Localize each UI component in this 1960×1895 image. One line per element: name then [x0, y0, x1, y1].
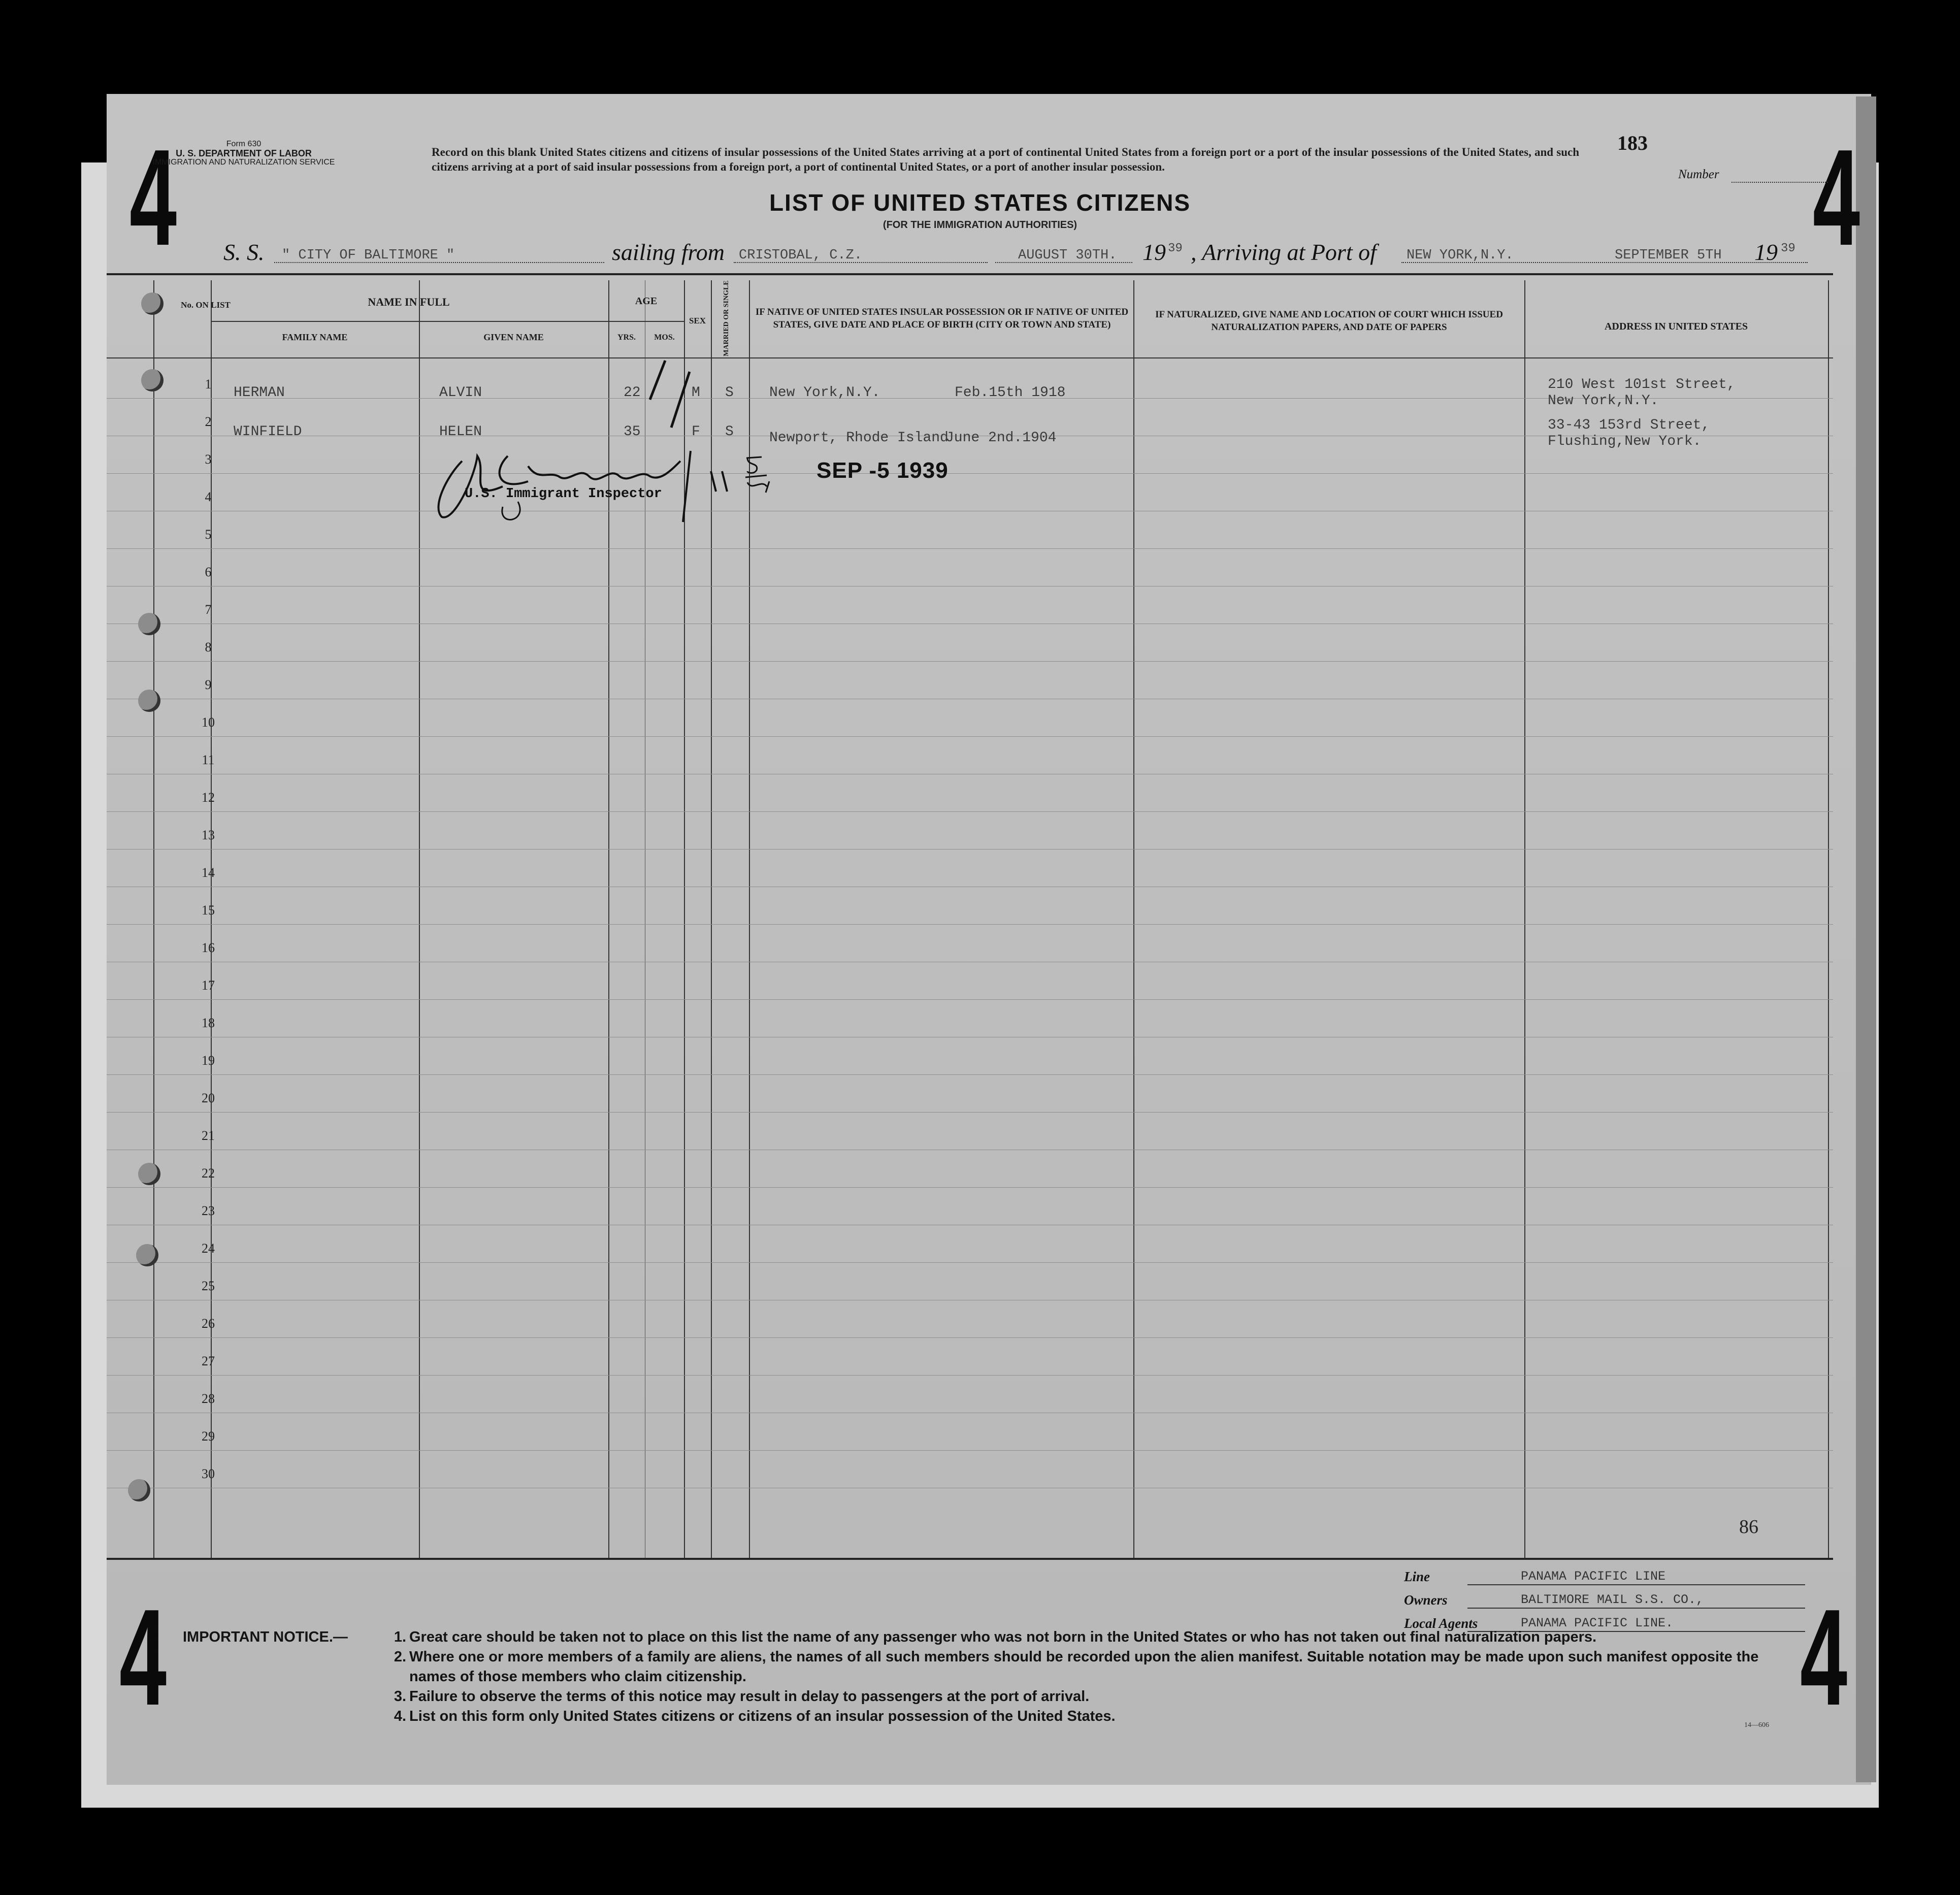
row-rule	[107, 661, 1833, 662]
header-given-name: GIVEN NAME	[483, 332, 544, 342]
punch-hole	[136, 1244, 158, 1266]
header-rule	[211, 321, 608, 322]
row-number: 26	[202, 1316, 215, 1331]
sheet-number: 183	[1617, 132, 1648, 154]
row-number: 25	[202, 1279, 215, 1293]
arrival-year: 39	[1781, 242, 1795, 255]
row-number: 28	[202, 1391, 215, 1406]
sailing-label: sailing from	[612, 239, 725, 265]
row-number: 16	[202, 940, 215, 955]
sheet-edge	[1856, 96, 1876, 1782]
agents-label: Local Agents	[1404, 1616, 1478, 1631]
sex-cell: F	[692, 424, 700, 440]
row-number: 18	[202, 1016, 215, 1030]
row-rule	[107, 1187, 1833, 1188]
row-number: 14	[202, 865, 215, 880]
agents-value: PANAMA PACIFIC LINE.	[1521, 1616, 1674, 1630]
inspector-caption: U.S. Immigrant Inspector	[465, 486, 662, 502]
row-number: 12	[202, 790, 215, 805]
row-number: 27	[202, 1354, 215, 1368]
form-service: IMMIGRATION AND NATURALIZATION SERVICE	[152, 158, 335, 167]
header-top-rule	[107, 273, 1833, 275]
owners-label: Owners	[1404, 1592, 1448, 1608]
row-rule	[107, 1450, 1833, 1451]
address-line1-cell: 210 West 101st Street,	[1548, 377, 1736, 393]
birth-place-cell: New York,N.Y.	[769, 385, 880, 401]
header-yrs: YRS.	[617, 333, 636, 342]
line-label: Line	[1404, 1569, 1430, 1584]
header-name-in-full: NAME IN FULL	[368, 296, 450, 308]
header-naturalized: IF NATURALIZED, GIVE NAME AND LOCATION OF COURT WHICH ISSUED NATURALIZATION PAPERS, AND DATE OF PAPERS	[1155, 309, 1503, 333]
line-value: PANAMA PACIFIC LINE	[1521, 1569, 1666, 1584]
punch-hole	[138, 613, 160, 635]
address-line2-cell: New York,N.Y.	[1548, 393, 1659, 409]
notice-item	[386, 1687, 1808, 1707]
address-line1-cell: 33-43 153rd Street,	[1548, 417, 1710, 433]
col-rule	[1828, 280, 1829, 1560]
footer-top-rule	[107, 1558, 1833, 1560]
corner-mark-top-right: 4	[1813, 121, 1860, 274]
corner-mark-bottom-right: 4	[1800, 1581, 1848, 1734]
notice-heading: IMPORTANT NOTICE.—	[183, 1629, 348, 1645]
age-yrs-cell: 35	[624, 424, 641, 440]
owners-rule	[1467, 1608, 1805, 1609]
arrival-port: NEW YORK,N.Y.	[1407, 248, 1514, 263]
notice-item-number: 4.	[394, 1708, 406, 1724]
header-no-on-list: No. ON LIST	[181, 300, 231, 310]
row-number: 2	[205, 414, 212, 429]
marital-cell: S	[725, 424, 734, 440]
inspector-initials	[706, 451, 818, 497]
notice-item	[386, 1647, 1808, 1687]
page-number: 86	[1739, 1516, 1758, 1538]
row-number: 8	[205, 640, 212, 655]
row-number: 21	[202, 1128, 215, 1143]
notice-item-number: 3.	[394, 1688, 406, 1705]
punch-hole	[141, 369, 164, 391]
row-number: 24	[202, 1241, 215, 1256]
row-number: 20	[202, 1091, 215, 1105]
header-birth: IF NATIVE OF UNITED STATES INSULAR POSSESSION OR IF NATIVE OF UNITED STATES, GIVE DATE AND PLACE OF BIRTH (CITY OR TOWN AND STATE)	[755, 307, 1129, 330]
departure-date: AUGUST 30TH.	[1018, 248, 1117, 263]
col-rule	[153, 280, 154, 1560]
row-number: 19	[202, 1053, 215, 1068]
header-age: AGE	[635, 296, 658, 307]
birth-date-cell: June 2nd.1904	[945, 430, 1057, 446]
address-line2-cell: Flushing,New York.	[1548, 434, 1702, 449]
page-title: LIST OF UNITED STATES CITIZENS	[769, 189, 1191, 216]
row-rule	[107, 1337, 1833, 1338]
notice-item-text: List on this form only United States citizens or citizens of an insular possession of the United States.	[409, 1708, 1116, 1724]
sailing-from: CRISTOBAL, C.Z.	[739, 248, 863, 263]
arrival-date-stamp: SEP -5 1939	[816, 458, 949, 483]
year-prefix: 19	[1142, 239, 1166, 265]
col-rule	[419, 280, 420, 1560]
header-rule	[608, 321, 684, 322]
row-rule	[107, 1112, 1833, 1113]
row-rule	[107, 736, 1833, 737]
col-rule	[1133, 280, 1134, 1560]
row-number: 5	[205, 527, 212, 542]
header-mos: MOS.	[654, 333, 675, 342]
line-field	[1404, 1569, 1666, 1585]
col-rule	[1524, 280, 1525, 1560]
punch-hole	[128, 1479, 150, 1501]
row-number: 13	[202, 828, 215, 842]
header-bottom-rule	[107, 357, 1833, 358]
punch-hole	[141, 292, 164, 315]
row-rule	[107, 999, 1833, 1000]
row-number: 1	[205, 377, 212, 391]
row-rule	[107, 473, 1833, 474]
row-number: 6	[205, 565, 212, 579]
row-number: 4	[205, 489, 212, 504]
marital-cell: S	[725, 385, 734, 401]
row-number: 22	[202, 1166, 215, 1181]
row-number: 11	[202, 753, 215, 767]
row-rule	[107, 849, 1833, 850]
arriving-label: , Arriving at Port of	[1191, 239, 1377, 265]
family-name-cell: WINFIELD	[234, 424, 302, 440]
header-sex: SEX	[689, 316, 706, 325]
row-rule	[107, 924, 1833, 925]
row-number: 23	[202, 1203, 215, 1218]
notice-item-text: Where one or more members of a family are aliens, the names of all such members should be recorded upon the alien manifest. Suitable notation may be made upon such manifest opposite the names of those members who claim citizenship.	[409, 1649, 1759, 1685]
ship-name: " CITY OF BALTIMORE "	[282, 248, 455, 263]
arrival-date: SEPTEMBER 5TH	[1615, 248, 1722, 263]
form-identifier	[152, 140, 335, 167]
punch-hole	[138, 1163, 160, 1185]
given-name-cell: ALVIN	[439, 385, 482, 401]
row-number: 7	[205, 602, 212, 617]
ss-label: S. S.	[223, 239, 265, 265]
sex-cell: M	[692, 385, 700, 401]
row-number: 17	[202, 978, 215, 993]
given-name-cell: HELEN	[439, 424, 482, 440]
form-code: 14—606	[1744, 1721, 1769, 1729]
row-rule	[107, 811, 1833, 812]
row-number: 29	[202, 1429, 215, 1444]
number-blank	[1732, 182, 1828, 183]
corner-mark-top-left: 4	[129, 121, 177, 274]
line-rule	[1467, 1584, 1805, 1585]
row-number: 15	[202, 903, 215, 918]
notice-items	[386, 1627, 1808, 1726]
arrival-year-prefix: 19	[1754, 239, 1778, 265]
notice-item-number: 2.	[394, 1649, 406, 1665]
form-number: Form 630	[226, 140, 262, 148]
header-address: ADDRESS IN UNITED STATES	[1604, 321, 1748, 332]
notice-item-text: Great care should be taken not to place on this list the name of any passenger who was not born in the United States or who has not taken out final naturalization papers.	[409, 1629, 1597, 1645]
form-department: U. S. DEPARTMENT OF LABOR	[176, 148, 312, 158]
row-rule	[107, 1262, 1833, 1263]
intro-text: Record on this blank United States citizens and citizens of insular possessions of the United States arriving at a port of continental United States from a foreign port or a port of the insular possessions of the United States, and such citizens arriving at a port of said insular possessions from a foreign port, a port of continental United States, or a port of another insular possession.	[432, 146, 1579, 173]
header-married-or-single: MARRIED OR SINGLE	[723, 280, 730, 356]
family-name-cell: HERMAN	[234, 385, 285, 401]
number-label: Number	[1678, 168, 1719, 181]
notice-item-number: 1.	[394, 1629, 406, 1645]
notice-item	[386, 1707, 1808, 1726]
owners-field	[1404, 1592, 1704, 1608]
row-rule	[107, 1074, 1833, 1075]
header-family-name: FAMILY NAME	[282, 332, 348, 342]
notice-item-text: Failure to observe the terms of this notice may result in delay to passengers at the port of arrival.	[409, 1688, 1090, 1705]
row-number: 10	[202, 715, 215, 730]
departure-year: 39	[1168, 242, 1183, 255]
voyage-line	[0, 239, 1960, 269]
row-number: 9	[205, 677, 212, 692]
birth-place-cell: Newport, Rhode Island	[769, 430, 949, 446]
punch-hole	[138, 690, 160, 712]
tally-marks	[630, 356, 701, 433]
corner-mark-bottom-left: 4	[119, 1581, 167, 1734]
manifest-table	[107, 280, 1833, 1560]
row-number: 3	[205, 452, 212, 467]
row-rule	[107, 1375, 1833, 1376]
birth-date-cell: Feb.15th 1918	[955, 385, 1066, 401]
owners-value: BALTIMORE MAIL S.S. CO.,	[1521, 1592, 1704, 1607]
page-subtitle: (FOR THE IMMIGRATION AUTHORITIES)	[883, 219, 1077, 231]
age-yrs-cell: 22	[624, 385, 641, 401]
notice-item	[386, 1627, 1808, 1647]
row-number: 30	[202, 1466, 215, 1481]
date-blank	[995, 262, 1132, 263]
row-rule	[107, 548, 1833, 549]
